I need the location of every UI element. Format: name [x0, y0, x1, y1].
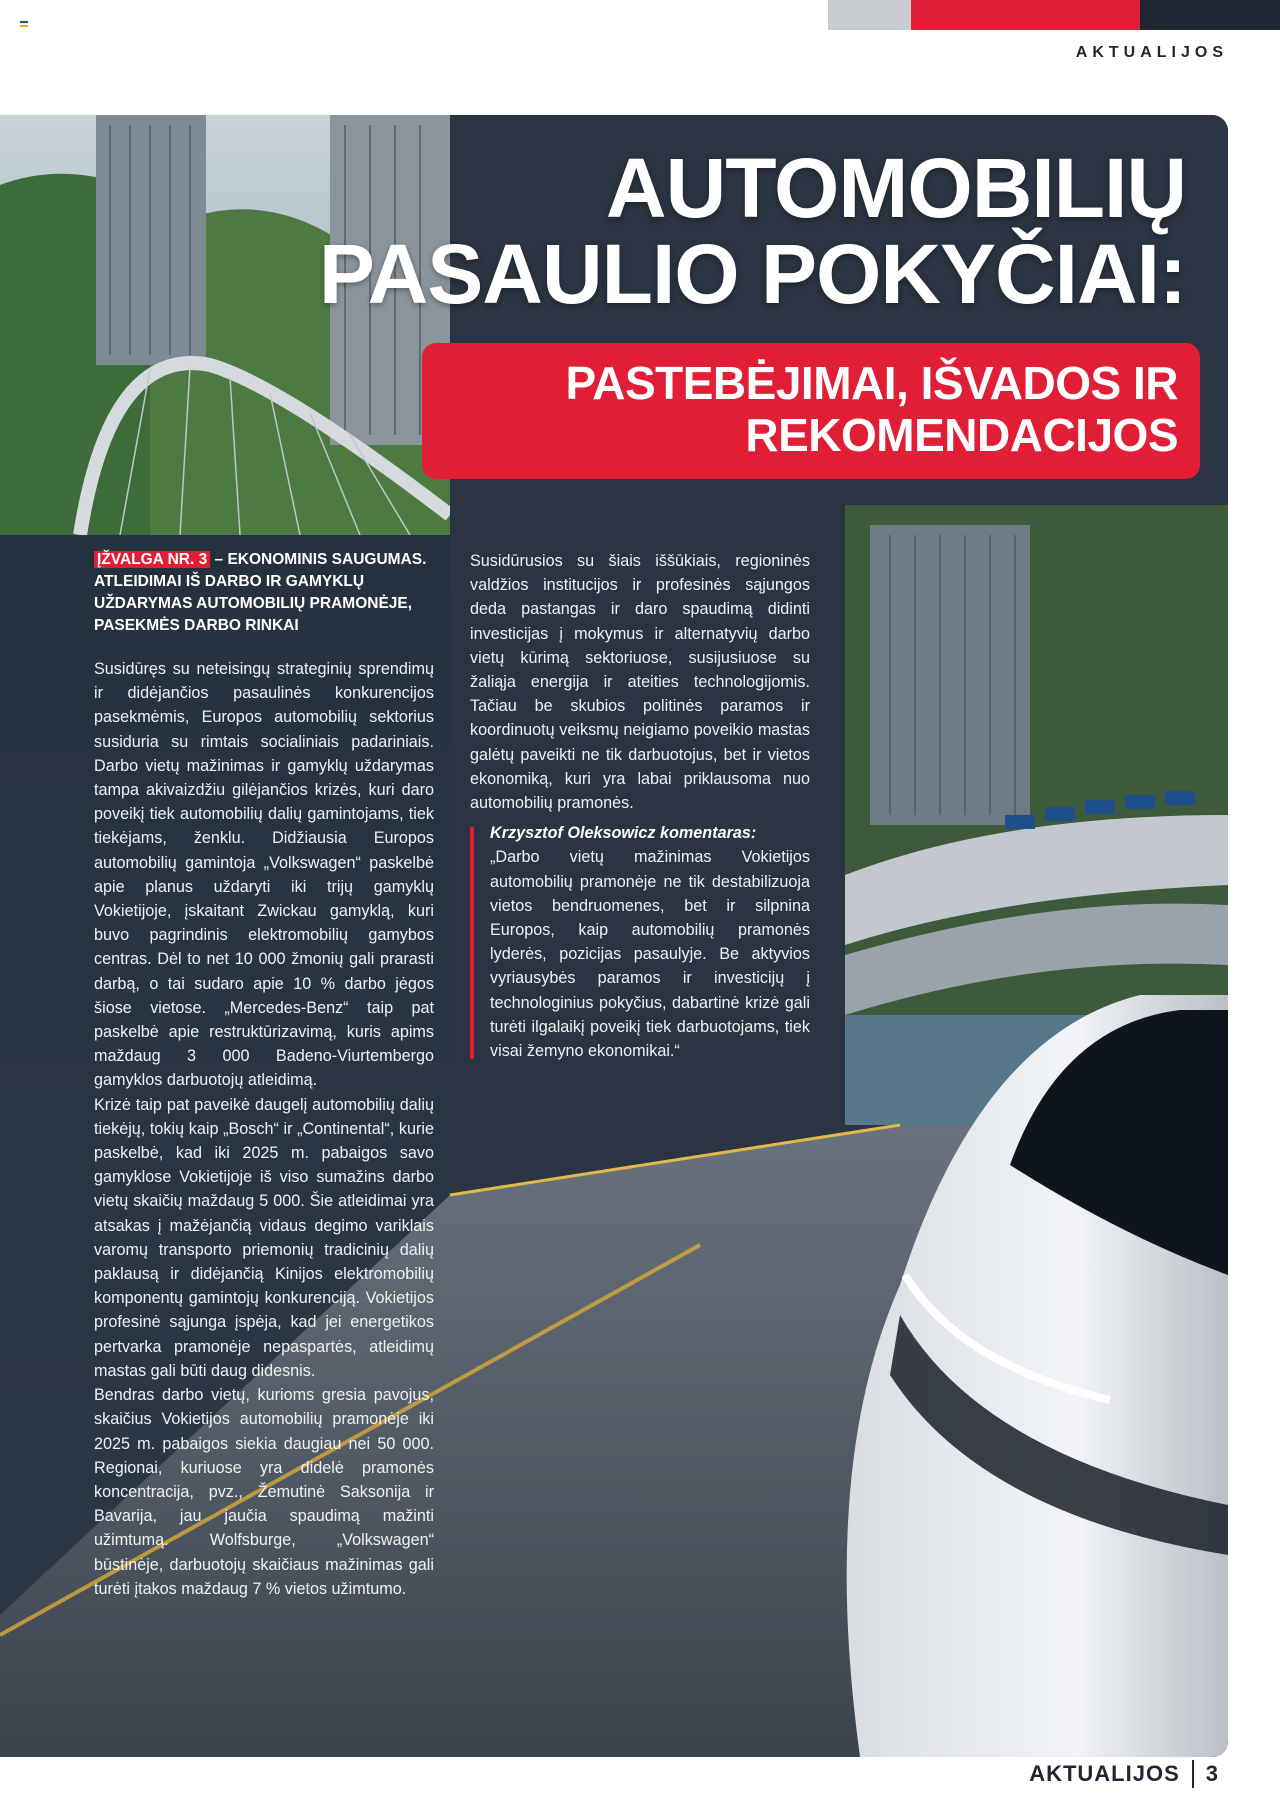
comment-author: Krzysztof Oleksowicz komentaras: [490, 824, 757, 843]
page-number: 3 [1205, 1761, 1218, 1786]
paragraph: Krizė taip pat paveikė daugelį automobilių dalių tiekėjų, tokių kaip „Bosch“ ir „Continental“, kurie paskelbė, kad iki 2025 m. pabaigos savo gamyklose Vokietijoje iš viso sumažins darbo vietų skaičių maždaug 5 000. Šie atleidimai yra atsakas į mažėjančią vidaus degimo variklais varomų transporto priemonių tradicinių dalių paklausą ir didėjančią Kinijos elektromobilių komponentų gamintojų konkurenciją. Vokietijos profesinė sąjunga įspėja, kad jei energetikos pertvarka pramonėje nepaspartės, atleidimų mastas gali būti daug didesnis. [94, 1095, 434, 1380]
top-bar-gray [828, 0, 911, 30]
kicker-text: – EKONOMINIS SAUGUMAS. ATLEIDIMAI IŠ DARBO IR GAMYKLŲ UŽDARYMAS AUTOMOBILIŲ PRAMONĖJE, PASEKMĖS DARBO RINKAI [94, 551, 427, 634]
page-footer [1029, 1760, 1218, 1788]
kicker [94, 549, 434, 637]
paragraph: Bendras darbo vietų, kurioms gresia pavojus, skaičius Vokietijos automobilių pramonėje iki 2025 m. pabaigos siekia daugiau nei 50 000. Regionai, kuriuose yra didelė pramonės koncentracija, pvz., Žemutinė Saksonija ir Bavarija, jau jaučia spaudimą mažinti užimtumą. Wolfsburge, „Volkswagen“ būstinėje, darbuotojų skaičiaus mažinimas gali turėti įtakos maždaug 7 % vietos užimtumo. [94, 1386, 434, 1598]
article-subtitle: PASTEBĖJIMAI, IŠVADOS IR REKOMENDACIJOS [565, 357, 1178, 461]
footer-section-label: AKTUALIJOS [1029, 1761, 1180, 1786]
article-column-right [470, 549, 810, 1063]
footer-divider [1192, 1760, 1194, 1788]
article-column-left [94, 549, 434, 1601]
flag-icon [20, 21, 28, 27]
kicker-tag: ĮŽVALGA NR. 3 [94, 551, 210, 568]
paragraph: Susidūrusios su šiais iššūkiais, regioninės valdžios institucijos ir profesinės sąjungos deda pastangas ir daro spaudimą didinti investicijas į mokymus ir alternatyvių darbo vietų kūrimą sektoriuose, susijusiuose su žaliąja energija ir ateities technologijomis. Tačiau be skubios politinės paramos ir koordinuotų veiksmų neigiamo poveikio mastas galėtų paveikti ne tik darbuotojus, bet ir vietos ekonomiką, kuri yra labai priklausoma nuo automobilių pramonės. [470, 552, 810, 813]
article-title: AUTOMOBILIŲ PASAULIO POKYČIAI: [318, 141, 1186, 321]
paragraph: Susidūręs su neteisingų strateginių sprendimų ir didėjančios pasaulinės konkurencijos pasekmėmis, Europos automobilių sektorius susiduria su rimtais socialiniais padariniais. Darbo vietų mažinimas ir gamyklų uždarymas tampa akivaizdžiu gilėjančios krizės, kuri daro poveikį tiek automobilių dalių gamintojams, tiek tiekėjams, ženklu. Didžiausia Europos automobilių gamintoja „Volkswagen“ paskelbė apie planus uždaryti iki trijų gamyklų Vokietijoje, įskaitant Zwickau gamyklą, kuri buvo pagrindinis elektromobilių gamybos centras. Dėl to net 10 000 žmonių gali prarasti darbą, o tai sudaro apie 10 % darbo jėgos šiose vietose. „Mercedes-Benz“ taip pat paskelbė apie restruktūrizavimą, kuris apims maždaug 3 000 Badeno-Viurtembergo gamyklos darbuotojų atleidimą. [94, 660, 434, 1090]
comment-block [470, 821, 810, 1063]
comment-quote: „Darbo vietų mažinimas Vokietijos automobilių pramonėje ne tik destabilizuoja vietos bendruomenes, bet ir silpnina Europos, kaip automobilių pramonės lyderės, pozicijas pasaulyje. Be aktyvios vyriausybės paramos ir investicijų į technologinius pokyčius, dabartinė krizė gali turėti ilgalaikį poveikį tiek darbuotojams, tiek visai žemyno ekonomikai.“ [490, 848, 810, 1061]
top-bar-red [911, 0, 1140, 30]
hero-panel [0, 115, 1228, 1757]
section-label: AKTUALIJOS [1075, 44, 1228, 61]
top-bar-dark [1140, 0, 1280, 30]
subtitle-banner [422, 343, 1200, 479]
